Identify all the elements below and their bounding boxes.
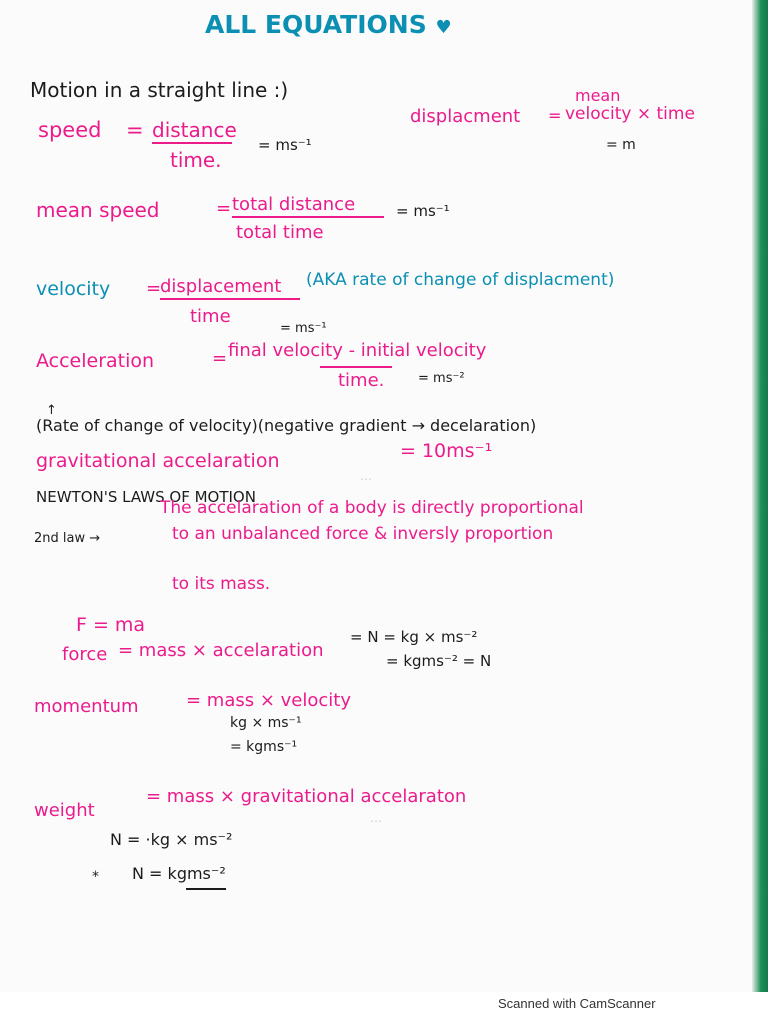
second-law-line-1: The accelaration of a body is directly proportional: [160, 498, 584, 518]
velocity-note: (AKA rate of change of displacment): [306, 270, 615, 290]
velocity-denominator: time: [190, 306, 231, 327]
gravitational-label: gravitational accelaration: [36, 450, 280, 472]
acceleration-label: Acceleration: [36, 350, 155, 372]
bleed-through-text: …: [360, 469, 372, 483]
displacement-label: displacment: [410, 106, 521, 127]
asterisk-icon: *: [92, 869, 99, 885]
gravitational-value: = 10ms⁻¹: [400, 440, 493, 462]
velocity-equals: =: [146, 278, 162, 299]
force-unit-1: = N = kg × ms⁻²: [350, 628, 478, 646]
force-label: force: [62, 644, 108, 665]
acceleration-denominator: time.: [338, 370, 385, 391]
scanner-watermark: Scanned with CamScanner: [498, 996, 656, 1011]
second-law-label: 2nd law →: [34, 531, 101, 546]
mean-speed-equals: =: [216, 198, 232, 219]
f-equals-ma: F = ma: [76, 614, 146, 636]
heart-icon: ♥: [435, 17, 452, 38]
up-arrow-icon: ↑: [46, 403, 57, 418]
momentum-formula: = mass × velocity: [186, 690, 351, 711]
speed-unit: = ms⁻¹: [258, 136, 312, 154]
velocity-unit: = ms⁻¹: [280, 321, 327, 336]
force-unit-2: = kgms⁻² = N: [386, 652, 492, 670]
momentum-label: momentum: [34, 696, 139, 717]
weight-label: weight: [34, 800, 95, 821]
speed-label: speed: [38, 118, 102, 142]
acceleration-fraction-line: [320, 366, 392, 368]
newton-heading: NEWTON'S LAWS OF MOTION: [36, 488, 256, 506]
velocity-numerator: displacement: [160, 278, 300, 300]
acceleration-unit: = ms⁻²: [418, 371, 465, 386]
acceleration-equals: =: [212, 348, 228, 369]
mean-speed-label: mean speed: [36, 198, 160, 222]
speed-denominator: time.: [170, 148, 222, 172]
weight-underline: [186, 888, 226, 890]
momentum-unit-2: = kgms⁻¹: [230, 739, 298, 755]
green-background-edge: [752, 0, 768, 1000]
title-text: ALL EQUATIONS: [205, 10, 427, 39]
speed-numerator: distance: [152, 118, 237, 142]
displacement-equals: =: [548, 106, 562, 125]
weight-unit-1: N = ·kg × ms⁻²: [110, 830, 233, 849]
mean-speed-numerator: total distance: [232, 196, 384, 218]
displacement-formula: velocity × time: [565, 104, 695, 124]
page-title: [205, 12, 452, 37]
weight-unit-2: N = kgms⁻²: [132, 864, 226, 883]
second-law-line-3: to its mass.: [172, 574, 271, 594]
weight-formula: = mass × gravitational accelaraton: [146, 786, 467, 807]
section-heading-motion: Motion in a straight line :): [30, 78, 289, 102]
mean-speed-denominator: total time: [236, 222, 324, 243]
speed-equals: =: [126, 118, 144, 142]
force-formula: = mass × accelaration: [118, 640, 324, 661]
bleed-through-text-2: …: [370, 811, 382, 825]
momentum-unit-1: kg × ms⁻¹: [230, 715, 302, 731]
velocity-label: velocity: [36, 278, 111, 300]
displacement-mean-label: mean: [575, 86, 621, 105]
displacement-unit: = m: [606, 137, 636, 153]
second-law-line-2: to an unbalanced force & inversly proportion: [172, 524, 554, 544]
acceleration-note: (Rate of change of velocity)(negative gradient → decelaration): [36, 416, 537, 435]
acceleration-numerator: final velocity - initial velocity: [228, 340, 487, 361]
mean-speed-unit: = ms⁻¹: [396, 202, 450, 220]
